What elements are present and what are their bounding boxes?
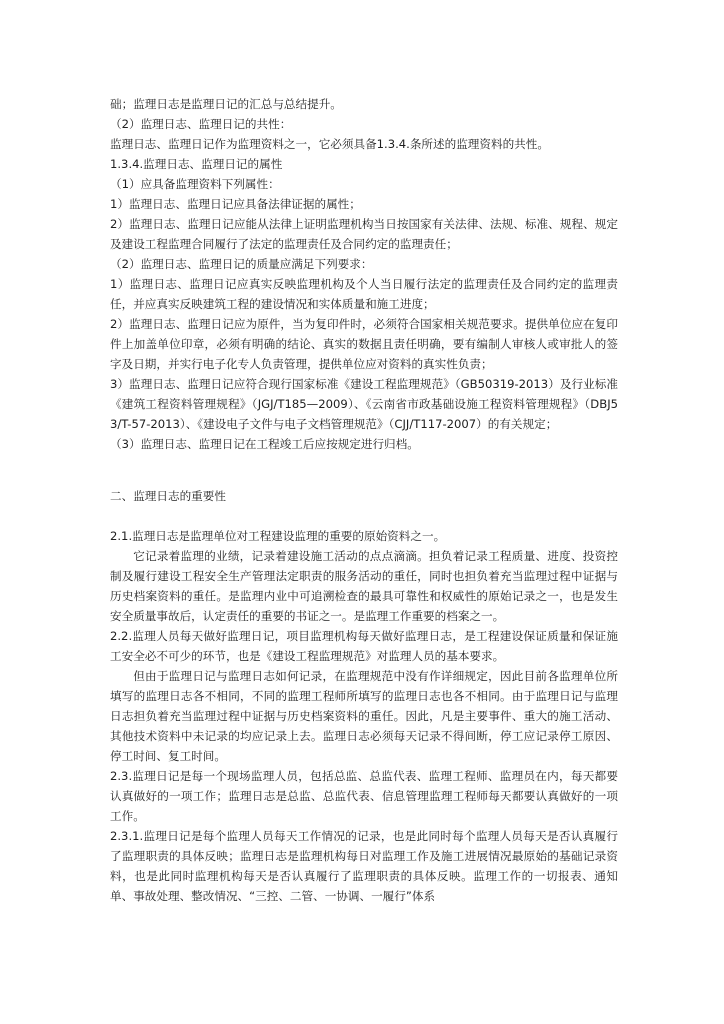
paragraph: 监理日志、监理日记作为监理资料之一，它必须具备1.3.4.条所述的监理资料的共性。 bbox=[110, 137, 549, 151]
paragraph: 1）监理日志、监理日记应具备法律证据的属性； bbox=[110, 197, 361, 211]
subsection-heading: 1.3.4.监理日志、监理日记的属性 bbox=[110, 157, 283, 171]
paragraph: 2.2.监理人员每天做好监理日记，项目监理机构每天做好监理日志，是工程建设保证质量和保证施工安全必不可少的环节，也是《建设工程监理规范》对监理人员的基本要求。 bbox=[110, 629, 618, 663]
paragraph: 它记录着监理的业绩，记录着建设施工活动的点点滴滴。担负着记录工程质量、进度、投资控制及履行建设工程安全生产管理法定职责的服务活动的重任，同时也担负着充当监理过程中证据与历史档案资料的重任。是监理内业中可追溯检查的最具可靠性和权威性的原始记录之一，也是发生安全质量事故后，认定责任的重要的书证之一。是监理工作重要的档案之一。 bbox=[110, 549, 618, 623]
paragraph: 2.3.监理日记是每一个现场监理人员，包括总监、总监代表、监理工程师、监理员在内，每天都要认真做好的一项工作；监理日志是总监、总监代表、信息管理监理工程师每天都要认真做好的一项工作。 bbox=[110, 769, 618, 823]
paragraph: 础；监理日志是监理日记的汇总与总结提升。 bbox=[110, 97, 342, 111]
document-page bbox=[110, 94, 618, 906]
block-importance bbox=[110, 526, 618, 906]
paragraph: 3）监理日志、监理日记应符合现行国家标准《建设工程监理规范》（GB50319-2013）及行业标准《建筑工程资料管理规程》（JGJ/T185—2009）、《云南省市政基础设施工程资料管理规程》（DBJ53/T-57-2013）、《建设电子文件与电子文档管理规范》（CJJ/T117-2007）的有关规定； bbox=[110, 377, 618, 431]
paragraph: 2）监理日志、监理日记应能从法律上证明监理机构当日按国家有关法律、法规、标准、规程、规定及建设工程监理合同履行了法定的监理责任及合同约定的监理责任； bbox=[110, 217, 618, 251]
block-attributes bbox=[110, 94, 618, 454]
paragraph: （3）监理日志、监理日记在工程竣工后应按规定进行归档。 bbox=[110, 437, 419, 451]
paragraph: （2）监理日志、监理日记的共性： bbox=[110, 117, 292, 131]
paragraph: （1）应具备监理资料下列属性： bbox=[110, 177, 280, 191]
paragraph: （2）监理日志、监理日记的质量应满足下列要求： bbox=[110, 257, 373, 271]
paragraph: 1）监理日志、监理日记应真实反映监理机构及个人当日履行法定的监理责任及合同约定的监理责任，并应真实反映建筑工程的建设情况和实体质量和施工进度； bbox=[110, 277, 618, 311]
paragraph: 2.1.监理日志是监理单位对工程建设监理的重要的原始资料之一。 bbox=[110, 529, 446, 543]
paragraph: 但由于监理日记与监理日志如何记录，在监理规范中没有作详细规定，因此目前各监理单位所填写的监理日志各不相同，不同的监理工程师所填写的监理日志也各不相同。由于监理日记与监理日志担负着充当监理过程中证据与历史档案资料的重任。因此，凡是主要事件、重大的施工活动、其他技术资料中未记录的均应记录上去。监理日志必须每天记录不得间断，停工应记录停工原因、停工时间、复工时间。 bbox=[110, 669, 618, 763]
paragraph: 2）监理日志、监理日记应为原件，当为复印件时，必须符合国家相关规范要求。提供单位应在复印件上加盖单位印章，必须有明确的结论、真实的数据且责任明确，要有编制人审核人或审批人的签字及日期，并实行电子化专人负责管理，提供单位应对资料的真实性负责； bbox=[110, 317, 618, 371]
section-heading: 二、监理日志的重要性 bbox=[110, 489, 226, 503]
paragraph: 2.3.1.监理日记是每个监理人员每天工作情况的记录，也是此同时每个监理人员每天是否认真履行了监理职责的具体反映；监理日志是监理机构每日对监理工作及施工进展情况最原始的基础记录资料，也是此同时监理机构每天是否认真履行了监理职责的具体反映。监理工作的一切报表、通知单、事故处理、整改情况、“三控、二管、一协调、一履行”体系 bbox=[110, 829, 618, 903]
